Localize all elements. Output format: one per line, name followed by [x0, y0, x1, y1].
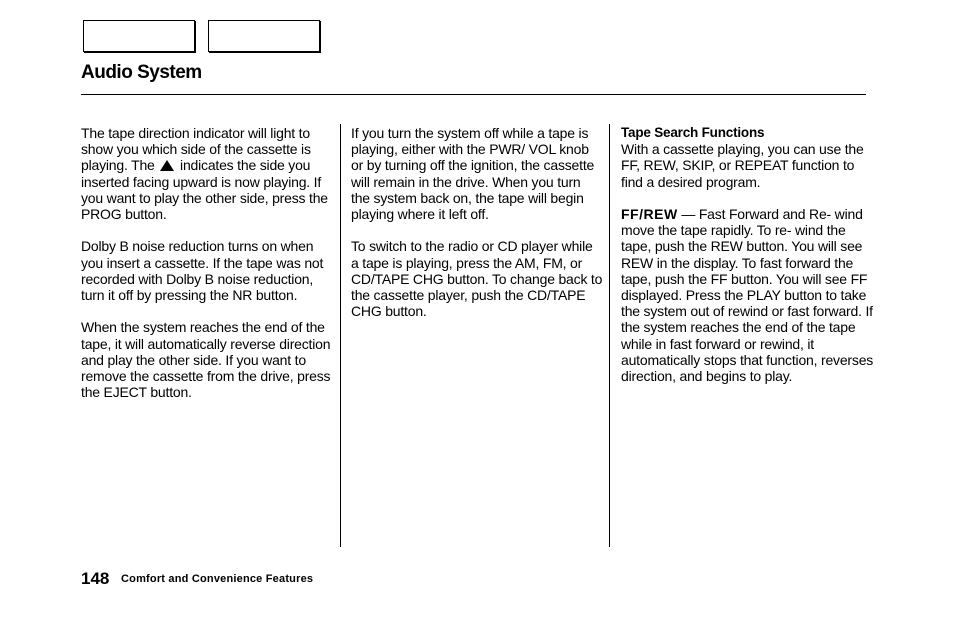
up-triangle-icon	[160, 160, 174, 171]
tape-direction-text-b: indicates the side you inserted facing upward is now playing. If you want to play the other side, press the PROG button.	[81, 157, 328, 223]
ffrew-label: FF/REW	[621, 206, 678, 222]
column-divider-1	[340, 124, 341, 547]
nav-tab-next[interactable]	[208, 20, 320, 52]
ffrew-paragraph	[621, 206, 877, 384]
title-divider	[81, 94, 866, 95]
nav-tab-previous[interactable]	[83, 20, 195, 52]
tape-search-intro: With a cassette playing, you can use the FF, REW, SKIP, or REPEAT function to find a desired program.	[621, 141, 864, 190]
switch-source-paragraph: To switch to the radio or CD player while a tape is playing, press the AM, FM, or CD/TAPE CHG button. To change back to the cassette player, push the CD/TAPE CHG button.	[351, 238, 603, 320]
auto-reverse-paragraph: When the system reaches the end of the tape, it will automatically reverse direction and play the other side. If you want to remove the cassette from the drive, press the EJECT button.	[81, 319, 331, 401]
system-off-paragraph: If you turn the system off while a tape is playing, either with the PWR/ VOL knob or by turning off the ignition, the cassette will remain in the drive. When you turn the system back on, the tape will begin playing where it left off.	[351, 125, 595, 223]
column-divider-2	[609, 124, 610, 547]
section-name: Comfort and Convenience Features	[121, 573, 314, 585]
tape-direction-paragraph	[81, 125, 333, 222]
ffrew-text: — Fast Forward and Re- wind move the tape rapidly. To re- wind the tape, push the REW button. You will see REW in the display. To fast forward the tape, push the FF button. You will see FF displayed. Press the PLAY button to take the system out of rewind or fast forward. If the system reaches the end of the tape while in fast forward or rewind, it automatically stops that function, reverses direction, and begins to play.	[621, 206, 874, 385]
dolby-paragraph: Dolby B noise reduction turns on when you insert a cassette. If the tape was not recorded with Dolby B noise reduction, turn it off by pressing the NR button.	[81, 238, 324, 304]
column-2	[351, 125, 603, 336]
tape-direction-text-a: The tape direction indicator will light to show you which side of the cassette is playing. The	[81, 125, 311, 174]
column-3	[621, 125, 877, 400]
tape-search-paragraph	[621, 125, 877, 190]
tape-search-heading: Tape Search Functions	[621, 125, 765, 140]
page-number: 148	[81, 569, 110, 588]
column-1	[81, 125, 333, 417]
page-title: Audio System	[81, 62, 202, 83]
